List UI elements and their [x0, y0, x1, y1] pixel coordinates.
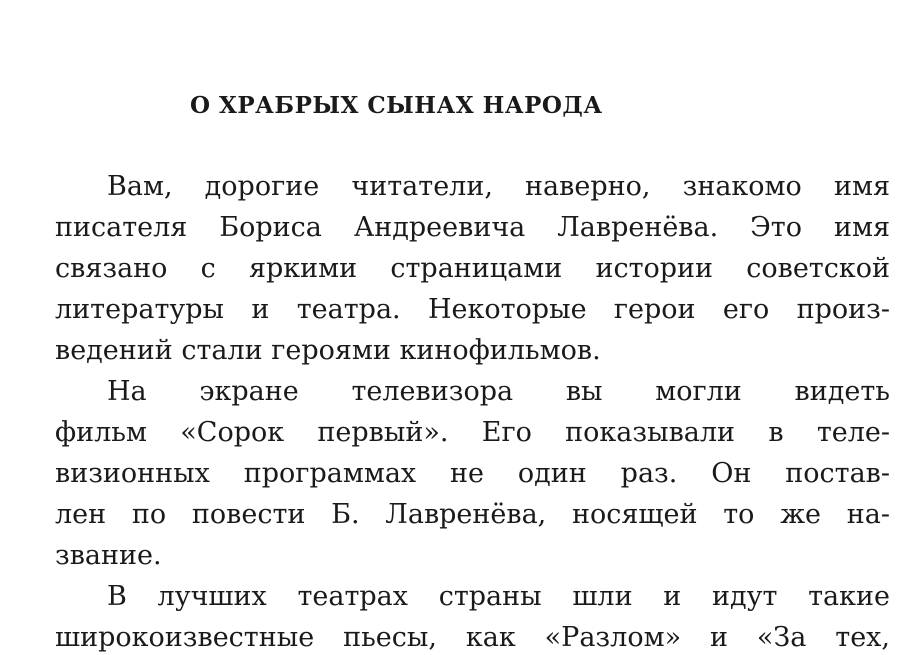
text-line: фильм «Сорок первый». Его показывали в теле- — [55, 417, 890, 448]
text-line: писателя Бориса Андреевича Лавренёва. Это имя — [55, 212, 890, 243]
text-line: Вам, дорогие читатели, наверно, знакомо имя — [107, 171, 890, 202]
page-title: О ХРАБРЫХ СЫНАХ НАРОДА — [190, 92, 603, 119]
text-line: связано с яркими страницами истории советской — [55, 253, 890, 284]
text-line: В лучших театрах страны шли и идут такие — [107, 581, 890, 612]
text-line: широкоизвестные пьесы, как «Разлом» и «За тех, — [55, 622, 890, 653]
text-line: литературы и театра. Некоторые герои его произ- — [55, 294, 890, 325]
text-line: На экране телевизора вы могли видеть — [107, 376, 890, 407]
text-line: звание. — [55, 540, 162, 571]
text-line: визионных программах не один раз. Он постав- — [55, 458, 890, 489]
text-line: лен по повести Б. Лавренёва, носящей то же на- — [55, 499, 890, 530]
text-line: ведений стали героями кинофильмов. — [55, 335, 601, 366]
